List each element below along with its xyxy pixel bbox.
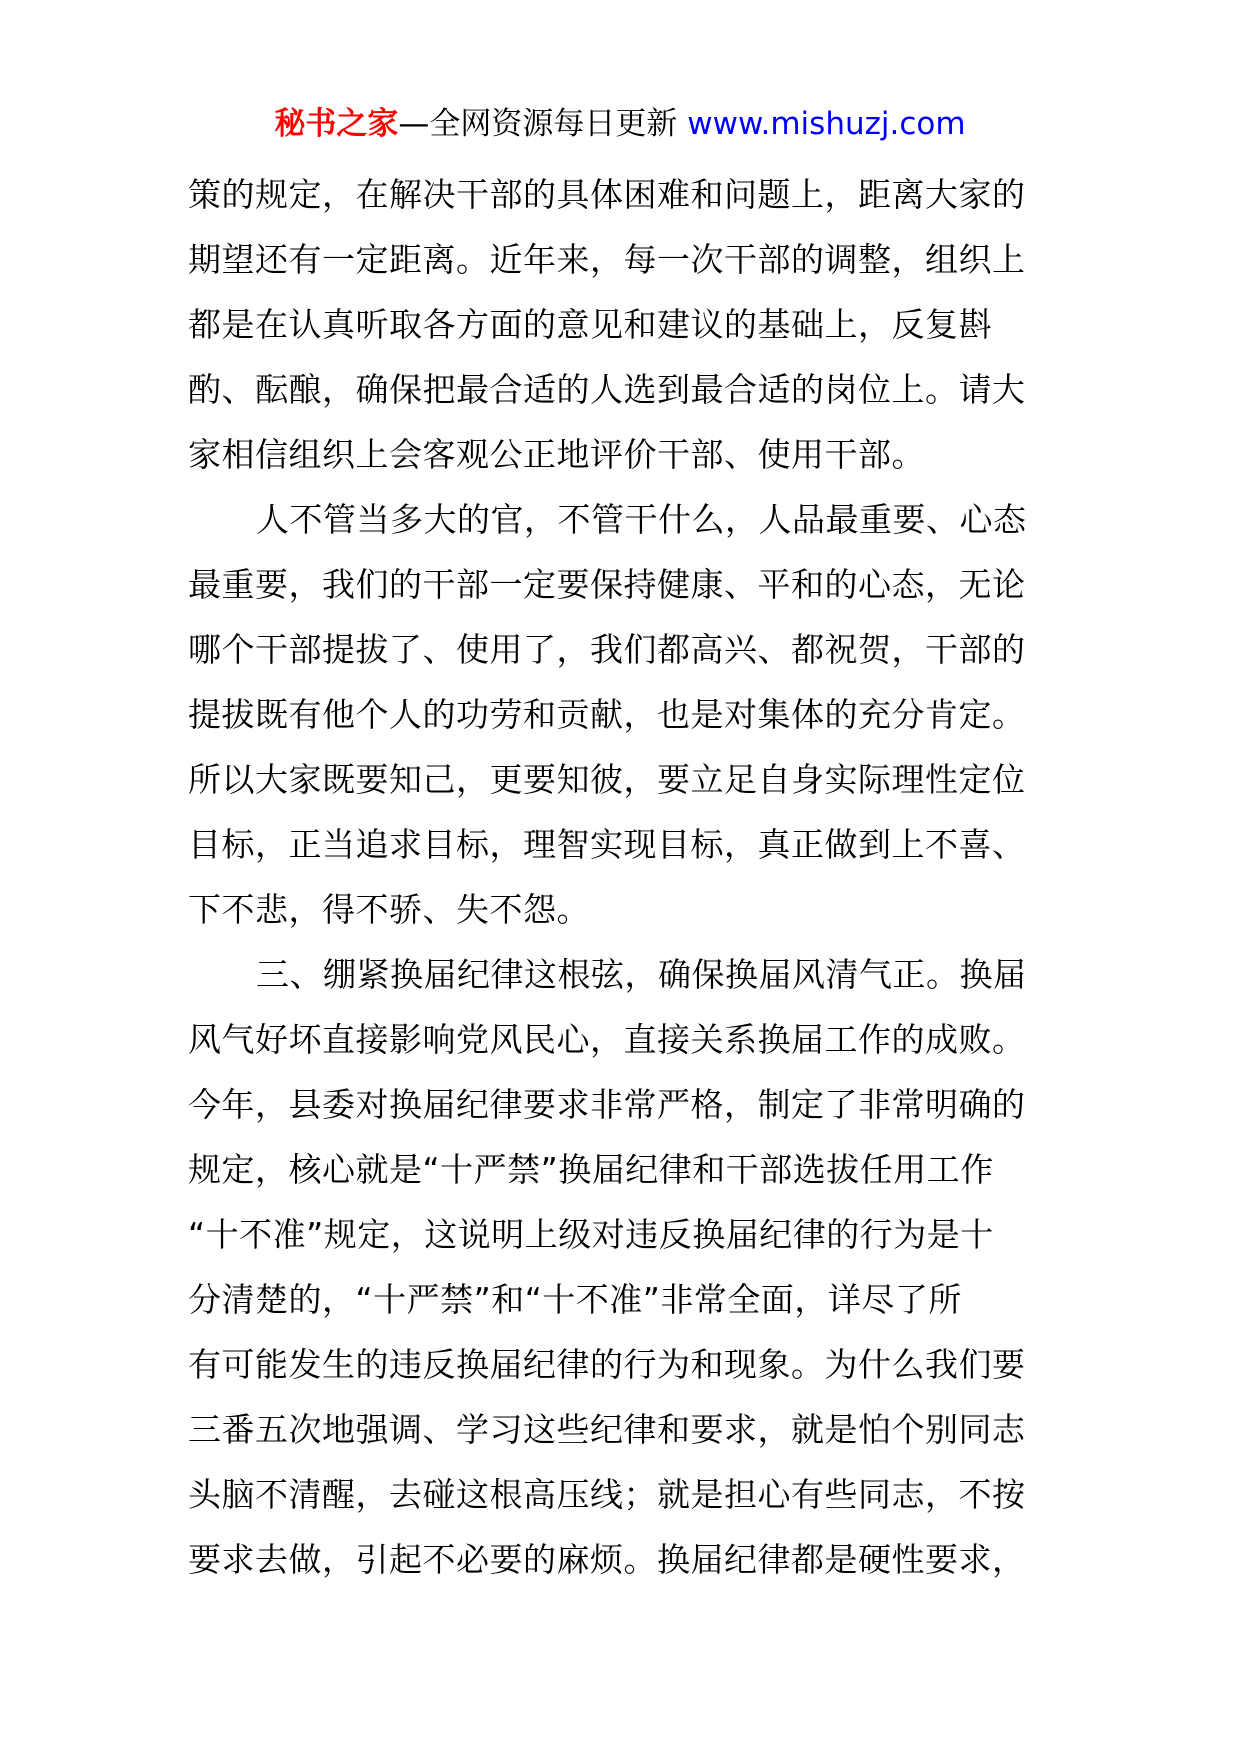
text-line: 三番五次地强调、学习这些纪律和要求，就是怕个别同志 xyxy=(188,1410,1026,1449)
text-line: 所以大家既要知己，更要知彼，要立足自身实际理性定位 xyxy=(188,760,1026,799)
text-line: 规定，核心就是“十严禁”换届纪律和干部选拔任用工作 xyxy=(188,1150,994,1189)
text-line: 哪个干部提拔了、使用了，我们都高兴、都祝贺，干部的 xyxy=(188,630,1026,669)
text-line: 目标，正当追求目标，理智实现目标，真正做到上不喜、 xyxy=(188,825,1026,864)
text-line: 提拔既有他个人的功劳和贡献，也是对集体的充分肯定。 xyxy=(188,695,1026,734)
text-line: 下不悲，得不骄、失不怨。 xyxy=(188,890,590,929)
text-line: 策的规定，在解决干部的具体困难和问题上，距离大家的 xyxy=(188,175,1026,214)
text-line: “十不准”规定，这说明上级对违反换届纪律的行为是十 xyxy=(188,1215,994,1254)
text-line: 头脑不清醒，去碰这根高压线；就是担心有些同志，不按 xyxy=(188,1475,1026,1514)
website-link[interactable]: www.mishuzj.com xyxy=(687,106,966,142)
text-line: 最重要，我们的干部一定要保持健康、平和的心态，无论 xyxy=(188,565,1026,604)
text-line: 有可能发生的违反换届纪律的行为和现象。为什么我们要 xyxy=(188,1345,1026,1384)
text-line: 期望还有一定距离。近年来，每一次干部的调整，组织上 xyxy=(188,240,1026,279)
page-header xyxy=(0,100,1240,148)
text-line: 三、绷紧换届纪律这根弦，确保换届风清气正。换届 xyxy=(256,955,1027,994)
text-line: 家相信组织上会客观公正地评价干部、使用干部。 xyxy=(188,435,925,474)
text-line: 风气好坏直接影响党风民心，直接关系换届工作的成败。 xyxy=(188,1020,1026,1059)
text-line: 人不管当多大的官，不管干什么，人品最重要、心态 xyxy=(256,500,1027,539)
text-line: 都是在认真听取各方面的意见和建议的基础上，反复斟 xyxy=(188,305,992,344)
header-tagline: —全网资源每日更新 xyxy=(398,106,688,142)
text-line: 要求去做，引起不必要的麻烦。换届纪律都是硬性要求， xyxy=(188,1540,1026,1579)
text-line: 今年，县委对换届纪律要求非常严格，制定了非常明确的 xyxy=(188,1085,1026,1124)
document-body xyxy=(188,162,1058,1592)
text-line: 酌、酝酿，确保把最合适的人选到最合适的岗位上。请大 xyxy=(188,370,1026,409)
brand-name: 秘书之家 xyxy=(274,106,399,142)
text-line: 分清楚的，“十严禁”和“十不准”非常全面，详尽了所 xyxy=(188,1280,962,1319)
